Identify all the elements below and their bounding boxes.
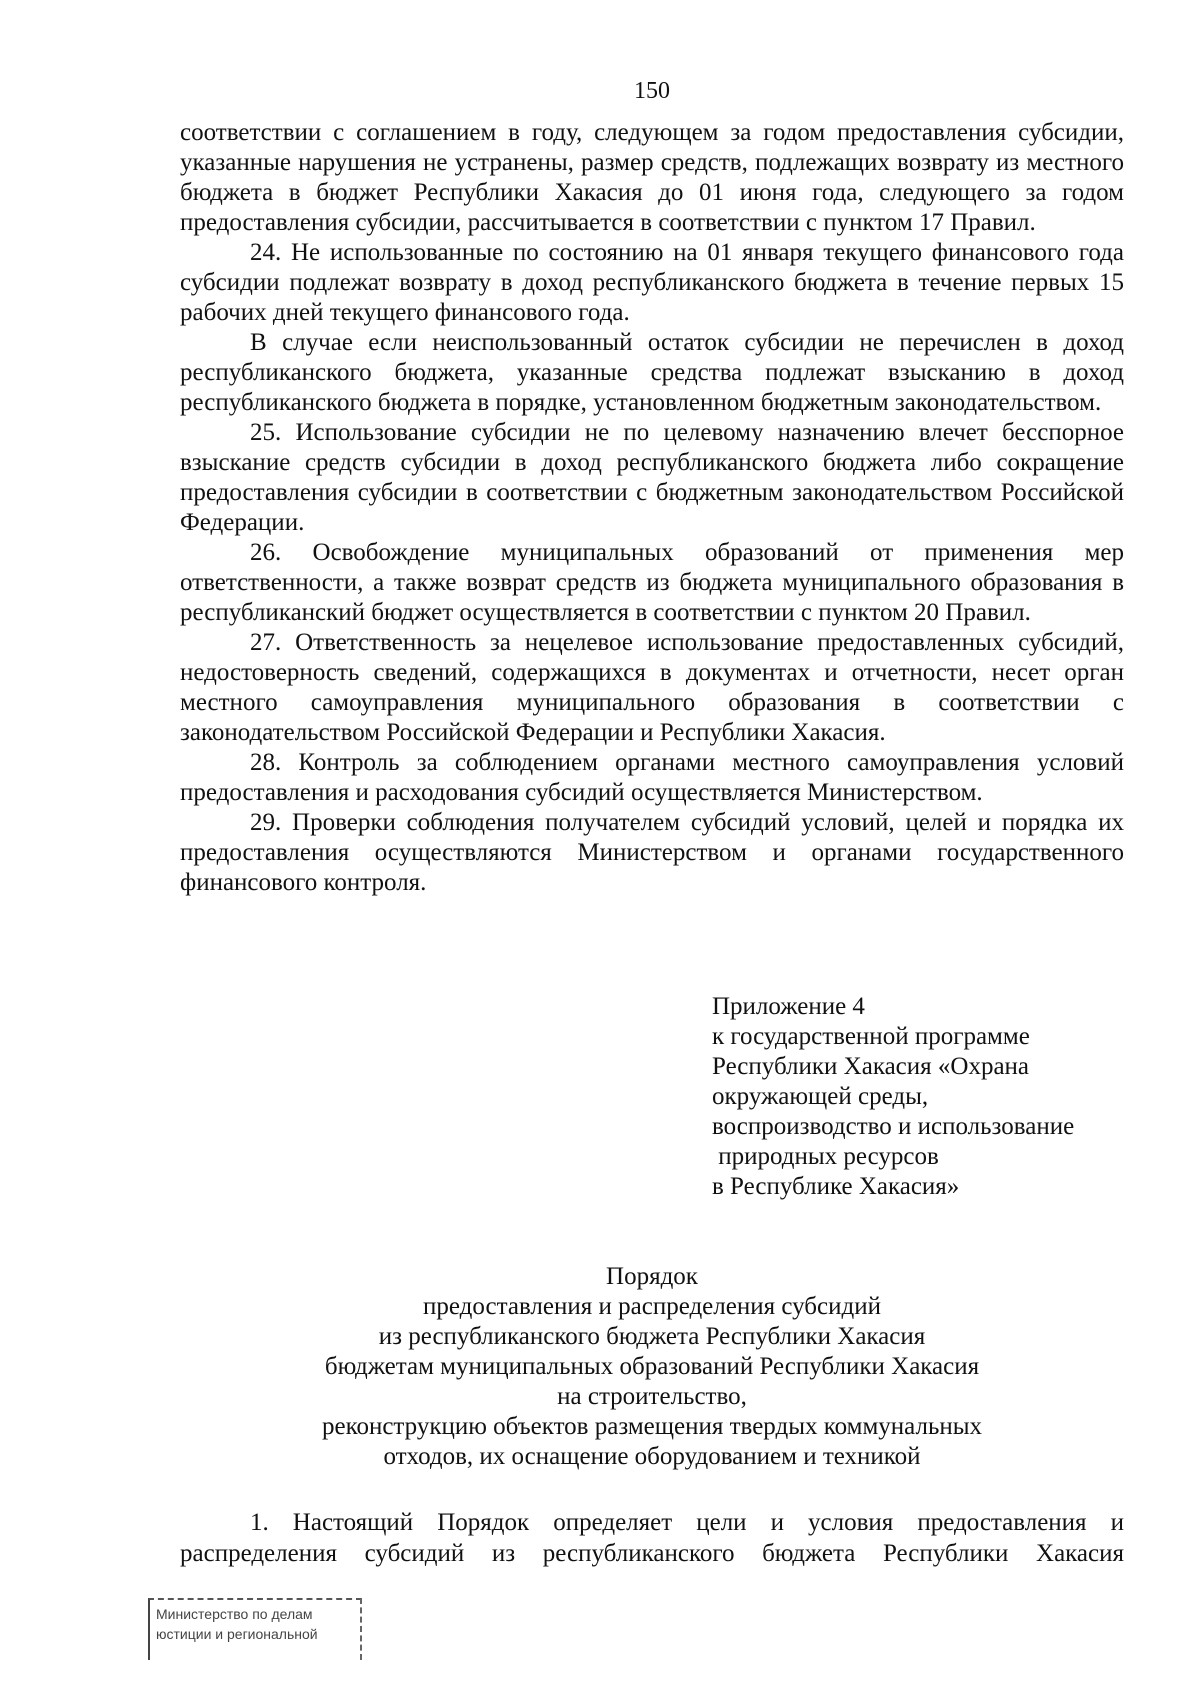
- appendix-line: к государственной программе: [712, 1023, 1030, 1050]
- intro-section: [180, 1507, 1124, 1569]
- title-line: на строительство,: [557, 1383, 747, 1410]
- stamp-line: Министерство по делам: [156, 1606, 313, 1622]
- appendix-line: окружающей среды,: [712, 1083, 929, 1110]
- appendix-line: природных ресурсов: [712, 1143, 939, 1170]
- appendix-line: в Республике Хакасия»: [712, 1173, 960, 1200]
- paragraph-continuation: соответствии с соглашением в году, следующем за годом предоставления субсидии, указанные нарушения не устранены, размер средств, подлежащих возврату из местного бюджета в бюджет Республики Хакасия до 01 июня года, следующего за годом предоставления субсидии, рассчитывается в соответствии с пунктом 17 Правил.: [180, 119, 1124, 236]
- title-line: предоставления и распределения субсидий: [423, 1293, 881, 1320]
- paragraph-24: 24. Не использованные по состоянию на 01 января текущего финансового года субсидии подлежат возврату в доход республиканского бюджета в течение первых 15 рабочих дней текущего финансового года.: [180, 239, 1124, 326]
- appendix-line: Республики Хакасия «Охрана: [712, 1053, 1030, 1080]
- stamp-line: юстиции и региональной: [156, 1626, 318, 1642]
- title-line: из республиканского бюджета Республики Хакасия: [378, 1323, 926, 1350]
- paragraph-unspent-balance: В случае если неиспользованный остаток субсидии не перечислен в доход республиканского бюджета, указанные средства подлежат взысканию в доход республиканского бюджета в порядке, установленном бюджетным законодательством.: [180, 329, 1124, 416]
- title-line: бюджетам муниципальных образований Республики Хакасия: [324, 1353, 980, 1380]
- paragraph-25: 25. Использование субсидии не по целевому назначению влечет бесспорное взыскание средств субсидии в доход республиканского бюджета либо сокращение предоставления субсидии в соответствии с бюджетным законодательством Российской Федерации.: [180, 419, 1124, 536]
- paragraph-27: 27. Ответственность за нецелевое использование предоставленных субсидий, недостоверность сведений, содержащихся в документах и отчетности, несет орган местного самоуправления муниципального образования в соответствии с законодательством Российской Федерации и Республики Хакасия.: [180, 629, 1124, 746]
- body-text: [180, 118, 1124, 898]
- paragraph-28: 28. Контроль за соблюдением органами местного самоуправления условий предоставления и расходования субсидий осуществляется Министерством.: [180, 749, 1124, 806]
- title-line: Порядок: [606, 1263, 698, 1290]
- paragraph-29: 29. Проверки соблюдения получателем субсидий условий, целей и порядка их предоставления осуществляются Министерством и органами государственного финансового контроля.: [180, 809, 1124, 896]
- appendix-line: Приложение 4: [712, 993, 865, 1020]
- paragraph-1: 1. Настоящий Порядок определяет цели и условия предоставления и распределения субсидий из республиканского бюджета Республики Хакасия: [180, 1509, 1124, 1567]
- ministry-stamp: [148, 1598, 362, 1660]
- paragraph-26: 26. Освобождение муниципальных образований от применения мер ответственности, а также возврат средств из бюджета муниципального образования в республиканский бюджет осуществляется в соответствии с пунктом 20 Правил.: [180, 539, 1124, 626]
- page-number: 150: [634, 78, 670, 104]
- title-line: реконструкцию объектов размещения твердых коммунальных: [321, 1413, 983, 1440]
- appendix-line: воспроизводство и использование: [712, 1113, 1075, 1140]
- document-title: [180, 1262, 1124, 1472]
- title-line: отходов, их оснащение оборудованием и техникой: [383, 1443, 921, 1470]
- appendix-header: [712, 992, 1132, 1202]
